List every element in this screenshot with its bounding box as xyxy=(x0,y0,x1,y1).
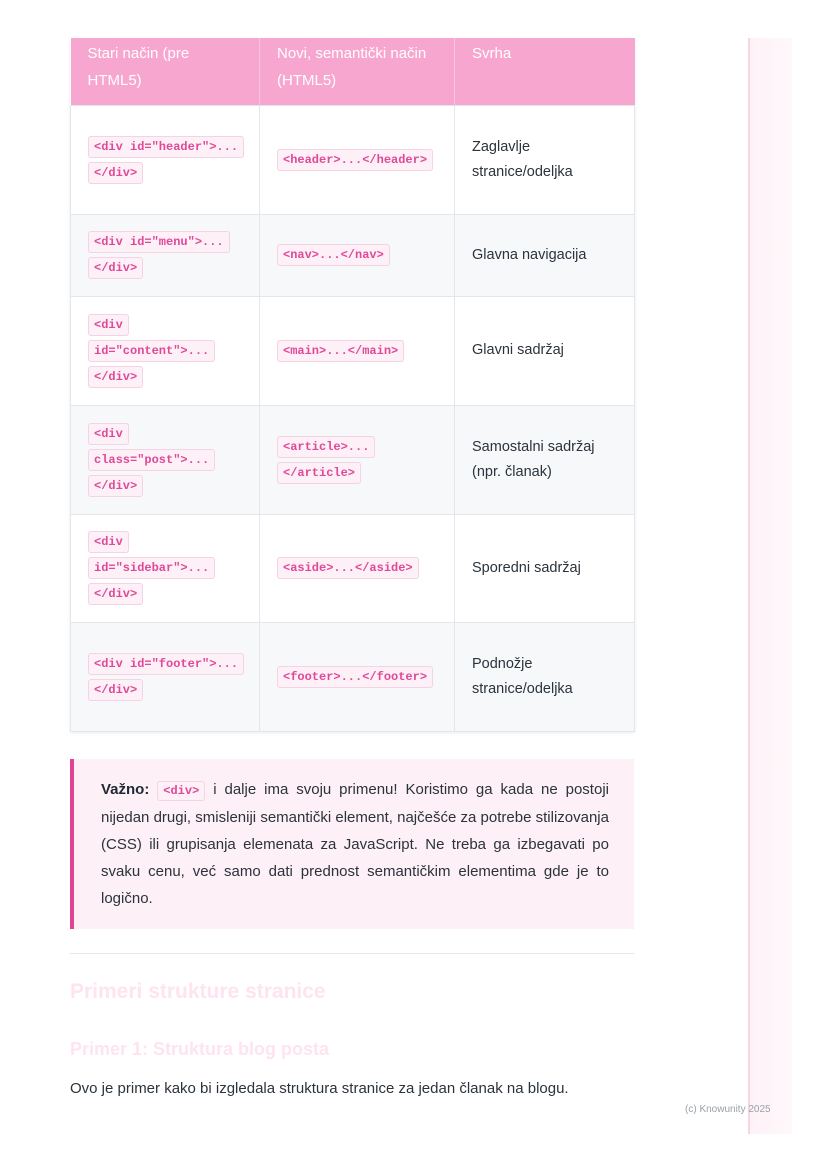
purpose-cell: Sporedni sadržaj xyxy=(455,514,635,622)
purpose-cell: Glavna navigacija xyxy=(455,214,635,296)
side-panel xyxy=(748,38,792,1134)
new-cell xyxy=(260,296,455,405)
new-code: <main>...</main> xyxy=(277,340,404,362)
new-cell xyxy=(260,405,455,514)
table-row xyxy=(71,514,635,622)
important-note xyxy=(70,759,634,929)
old-cell xyxy=(71,622,260,731)
old-cell xyxy=(71,514,260,622)
new-code: <nav>...</nav> xyxy=(277,244,390,266)
new-cell xyxy=(260,622,455,731)
subsection-title: Primer 1: Struktura blog posta xyxy=(70,1039,330,1059)
header-new-way: Novi, semantički način (HTML5) xyxy=(260,38,455,105)
old-cell xyxy=(71,296,260,405)
new-code: <header>...</header> xyxy=(277,149,433,171)
note-label: Važno: xyxy=(101,781,150,798)
watermark: (c) Knowunity 2025 xyxy=(685,1104,771,1115)
header-old-way: Stari način (pre HTML5) xyxy=(71,38,260,105)
old-cell xyxy=(71,105,260,214)
table-header-row xyxy=(71,38,635,105)
purpose-cell: Podnožje stranice/odeljka xyxy=(455,622,635,731)
old-code: <div id="sidebar">...</div> xyxy=(88,531,215,605)
table-row xyxy=(71,296,635,405)
table-row xyxy=(71,622,635,731)
note-code: <div> xyxy=(157,781,205,801)
purpose-cell: Zaglavlje stranice/odeljka xyxy=(455,105,635,214)
new-cell xyxy=(260,214,455,296)
new-code: <article>...</article> xyxy=(277,436,375,484)
old-code: <div id="content">...</div> xyxy=(88,314,215,388)
comparison-table xyxy=(70,38,635,732)
section-divider xyxy=(70,953,634,954)
old-code: <div id="menu">...</div> xyxy=(88,231,230,279)
table-row xyxy=(71,214,635,296)
new-code: <aside>...</aside> xyxy=(277,557,419,579)
new-cell xyxy=(260,514,455,622)
old-code: <div id="footer">...</div> xyxy=(88,653,244,701)
old-cell xyxy=(71,214,260,296)
new-cell xyxy=(260,105,455,214)
new-code: <footer>...</footer> xyxy=(277,666,433,688)
paragraph: Ovo je primer kako bi izgledala struktura stranice za jedan članak na blogu. xyxy=(70,1080,569,1097)
old-code: <div id="header">...</div> xyxy=(88,136,244,184)
purpose-cell: Glavni sadržaj xyxy=(455,296,635,405)
header-purpose: Svrha xyxy=(455,38,635,105)
table-row xyxy=(71,105,635,214)
section-title: Primeri strukture stranice xyxy=(70,980,326,1003)
old-code: <div class="post">...</div> xyxy=(88,423,215,497)
table-row xyxy=(71,405,635,514)
note-text: i dalje ima svoju primenu! Koristimo ga kada ne postoji nijedan drugi, smisleniji semantički element, najčešće za potrebe stilizovanja (CSS) ili grupisanja elemenata za JavaScript. Ne treba ga izbegavati po svaku cenu, već samo dati prednost semantičkim elementima gde je to logično. xyxy=(101,781,609,907)
old-cell xyxy=(71,405,260,514)
purpose-cell: Samostalni sadržaj (npr. članak) xyxy=(455,405,635,514)
